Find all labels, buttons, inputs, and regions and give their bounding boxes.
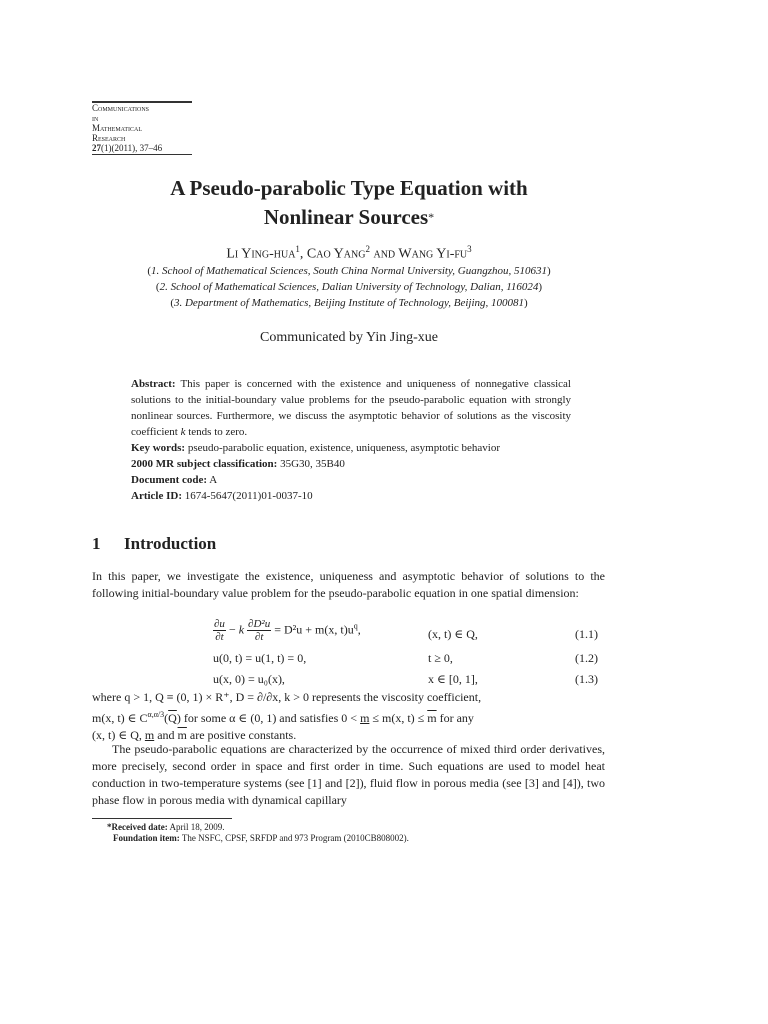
journal-name-line: in xyxy=(92,113,99,123)
author-list: Li Ying-hua$^1$, Cao Yang$^2$ and Wang $Yi-fu^3$ xyxy=(226,244,472,262)
article-id xyxy=(131,488,313,504)
where-text: are positive constants. xyxy=(189,728,297,742)
where-paragraph xyxy=(92,689,605,744)
abstract-label: Abstract: xyxy=(131,378,176,390)
abstract-k: k xyxy=(180,426,186,438)
abstract-text: This paper is concerned with the existence and uniqueness of nonnegative classical solutions to the initial-boundary value problems for the pseudo-parabolic equation with strongly nonlinear sources. Furthermore, we discuss the asymptotic behavior of solutions as the viscosity coefficient xyxy=(131,378,571,438)
volume-number: 27 xyxy=(92,143,101,153)
upper-bound-m: $\overline{m}$ xyxy=(427,711,437,725)
footnote-received xyxy=(107,822,225,833)
where-text: ) for some α ∈ (0, 1) and satisfies 0 < xyxy=(176,711,358,725)
equation-number: (1.1) xyxy=(575,627,598,641)
upper-bound-m: $\overline{m}$ xyxy=(177,728,187,742)
abstract xyxy=(131,376,571,440)
footnote-rule xyxy=(92,818,232,819)
fraction-dD2u-dt: $\frac{\text{∂D²u}}{\partial t}$ xyxy=(248,618,271,643)
author-affil-mark: 1 xyxy=(295,244,300,254)
paper-title xyxy=(0,174,698,232)
equation-1-1-comma: , xyxy=(357,622,361,637)
keywords xyxy=(131,440,500,456)
author-name: Cao Yang xyxy=(306,246,366,262)
author-conjunction: and xyxy=(373,246,396,262)
title-footnote-mark: * xyxy=(428,210,435,224)
lower-bound-m: m xyxy=(144,728,155,742)
equation-1-1-condition: (x, t) ∈ Q, xyxy=(428,627,478,641)
author-affil-mark: 2 xyxy=(365,244,370,254)
affiliation: (1. School of Mathematical Sciences, South China Normal University, Guangzhou, 510631) xyxy=(147,265,551,277)
article-id-label: Article ID: xyxy=(131,490,183,502)
footnote-foundation xyxy=(113,833,409,844)
where-line-1: where q > 1, Q ≡ (0, 1) × R⁺, D = ∂/∂x, k > 0 represents the viscosity coefficient, xyxy=(92,690,482,704)
journal-bottom-rule xyxy=(92,154,192,155)
communicated-by: Communicated by Yin Jing-xue xyxy=(260,330,438,345)
title-line-2-text: Nonlinear Sources xyxy=(263,205,429,229)
journal-volume xyxy=(92,143,192,153)
msc-classification xyxy=(131,456,345,472)
doc-code-value: A xyxy=(209,474,218,486)
where-text: ( xyxy=(164,711,169,725)
where-text: for any xyxy=(439,711,474,725)
equation-1-3: u(x, 0) = u₀(x), xyxy=(213,672,285,686)
equation-number: (1.2) xyxy=(575,651,598,665)
where-line-2 xyxy=(92,706,605,727)
doc-code-label: Document code: xyxy=(131,474,208,486)
msc-value: 35G30, 35B40 xyxy=(280,458,345,470)
section-title: Introduction xyxy=(124,534,217,553)
volume-issue-pages: (1)(2011), 37–46 xyxy=(101,143,163,153)
affiliation: (2. School of Mathematical Sciences, Dalian University of Technology, Dalian, 116024) xyxy=(155,281,543,293)
journal-name-line: Mathematical xyxy=(92,123,142,133)
where-text: ≤ m(x, t) ≤ xyxy=(372,711,425,725)
where-text: m(x, t) ∈ C xyxy=(92,711,148,725)
foundation-value: The NSFC, CPSF, SRFDP and 973 Program (2010CB808002). xyxy=(181,833,409,843)
equation-1-2-condition: t ≥ 0, xyxy=(428,651,453,665)
equation-1-3-condition: x ∈ [0, 1], xyxy=(428,672,478,686)
document-code xyxy=(131,472,217,488)
fraction-du-dt: $\frac{\partial u}{\partial t}$ xyxy=(214,618,225,643)
section-heading xyxy=(92,534,216,554)
article-id-value: 1674-5647(2011)01-0037-10 xyxy=(184,490,313,502)
affiliation-text: 3. Department of Mathematics, Beijing Institute of Technology, Beijing, 100081 xyxy=(173,297,525,309)
title-line-2 xyxy=(0,203,698,232)
equation-1-2: u(0, t) = u(1, t) = 0, xyxy=(213,651,307,665)
lower-bound-m: m xyxy=(360,711,370,725)
intro-paragraph: In this paper, we investigate the existence, uniqueness and asymptotic behavior of solutions to the following initial-boundary value problem for the pseudo-parabolic equation in one spatial dimension: xyxy=(92,569,605,600)
author-affil-mark: 3 xyxy=(467,244,472,254)
body-paragraph: The pseudo-parabolic equations are characterized by the occurrence of mixed third order derivatives, more precisely, second order in space and first order in time. Such equations are used to model heat conduction in two-temperature systems (see [1] and [2]), fluid flow in porous media (see [3] and [4]), two phase flow in porous media with dynamical capillary xyxy=(92,742,605,807)
affiliation-text: 1. School of Mathematical Sciences, South China Normal University, Guangzhou, 510631 xyxy=(151,265,547,277)
closure-Q: $\overline{Q}$ xyxy=(168,711,177,725)
title-line-1: A Pseudo-parabolic Type Equation with xyxy=(170,176,528,200)
holder-exponent: α,α/3 xyxy=(147,710,165,719)
received-label: *Received date: xyxy=(107,822,168,832)
keywords-value: pseudo-parabolic equation, existence, uniqueness, asymptotic behavior xyxy=(187,442,501,454)
journal-name-line: Communications xyxy=(92,103,150,113)
equation-1-1-exponent: q xyxy=(353,621,358,631)
author-name: Wang Yi-fu xyxy=(398,246,468,262)
msc-label: 2000 MR subject classification: xyxy=(131,458,278,470)
where-text: and xyxy=(157,728,175,742)
section-number: 1 xyxy=(92,534,101,553)
keywords-label: Key words: xyxy=(131,442,186,454)
affiliation: (3. Department of Mathematics, Beijing Institute of Technology, Beijing, 100081) xyxy=(170,297,528,309)
author-name: Li Ying-hua xyxy=(226,246,296,262)
affiliation-text: 2. School of Mathematical Sciences, Dalian University of Technology, Dalian, 116024 xyxy=(159,281,539,293)
journal-name-line: Research xyxy=(92,133,126,143)
equation-number: (1.3) xyxy=(575,672,598,686)
foundation-label: Foundation item: xyxy=(113,833,180,843)
abstract-text-end: tends to zero. xyxy=(188,426,248,438)
where-text: (x, t) ∈ Q, xyxy=(92,728,142,742)
journal-header xyxy=(92,101,192,155)
equation-1-1: $\frac{\partial u}{\partial t}$ − k $\frac{\text{∂D²u}}{\partial t}$ = D²u + m(x, $t)u^q$, xyxy=(214,618,361,643)
received-value: April 18, 2009. xyxy=(169,822,225,832)
equation-1-1-rhs: = D²u + m(x, t)u xyxy=(274,622,354,637)
